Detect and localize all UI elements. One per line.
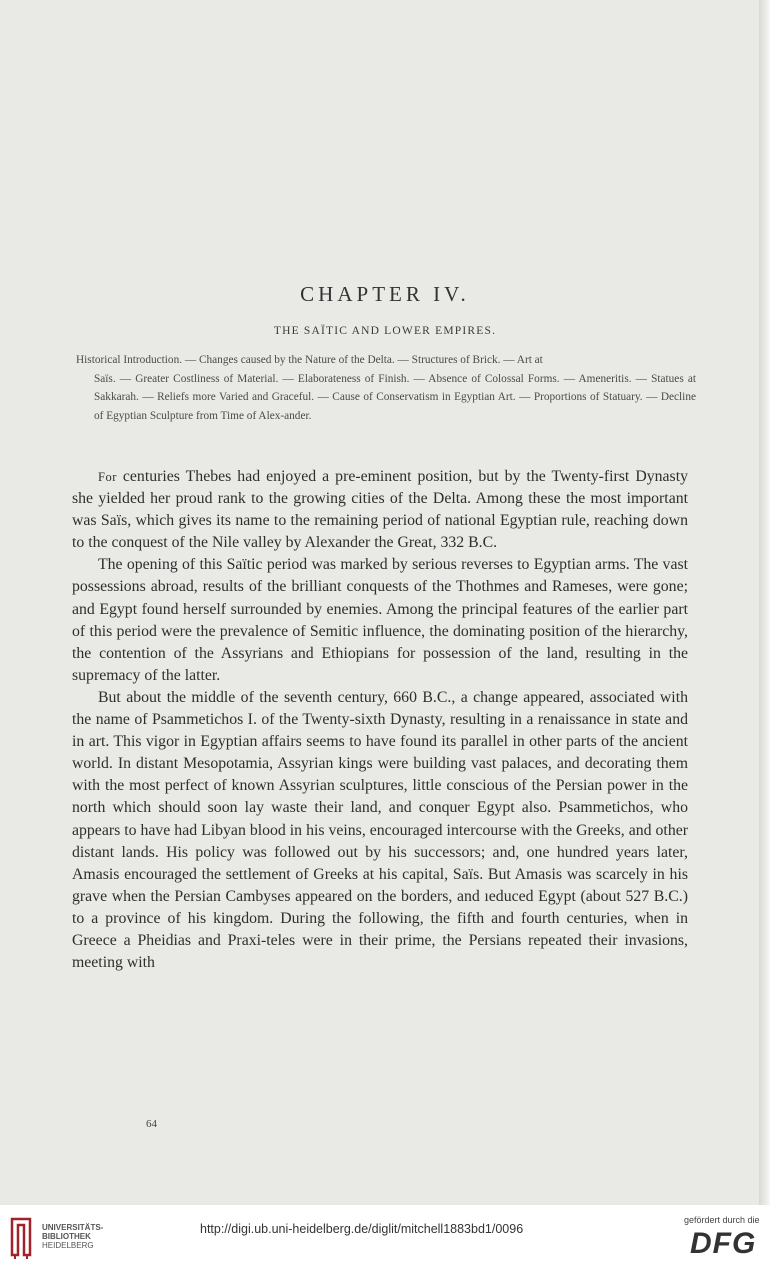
paragraph-1 xyxy=(72,466,688,554)
paragraph-1-text: centuries Thebes had enjoyed a pre-eminent position, but by the Twenty-first Dynasty she yielded her proud rank to the growing cities of the Delta. Among these the most important was Saïs, which gives its name to the remaining period of national Egyptian rule, reaching down to the conquest of the Nile valley by Alexander the Great, 332 B.C. xyxy=(72,468,688,552)
chapter-heading: CHAPTER IV. xyxy=(300,282,470,306)
paragraph-1-lead: For xyxy=(98,470,117,484)
library-name xyxy=(42,1223,103,1250)
library-line-1: UNIVERSITÄTS- xyxy=(42,1223,104,1232)
chapter-subtitle: THE SAÏTIC AND LOWER EMPIRES. xyxy=(273,325,497,337)
library-line-3: HEIDELBERG xyxy=(42,1241,94,1250)
page-number: 64 xyxy=(146,1118,157,1130)
page-edge xyxy=(759,0,770,1205)
paragraph-3: But about the middle of the seventh century, 660 B.C., a change appeared, associated with the name of Psammetichos I. of the Twenty-sixth Dynasty, resulting in a renaissance in state and in art. This vigor in Egyptian affairs seems to have found its parallel in other parts of the ancient world. In distant Mesopotamia, Assyrian kings were building vast palaces, and decorating them with the most perfect of known Assyrian sculptures, little conscious of the Persian power in the north which should soon lay waste their land, and conquer Egypt also. Psammetichos, who appears to have had Libyan blood in his veins, encouraged intercourse with the Greeks, and other distant lands. His policy was followed out by his successors; and, one hundred years later, Amasis encouraged the settlement of Greeks at his capital, Saïs. But Amasis was scarcely in his grave when the Persian Cambyses appeared on the borders, and ıeduced Egypt (about 527 B.C.) to a province of his kingdom. During the following, the fifth and fourth centuries, when in Greece a Pheidias and Praxi-teles were in their prime, the Persians repeated their invasions, meeting with xyxy=(72,688,688,972)
paragraph-2: The opening of this Saïtic period was marked by serious reverses to Egyptian arms. The vast possessions abroad, results of the brilliant conquests of the Thothmes and Rameses, were gone; and Egypt found herself surrounded by enemies. Among the principal features of the earlier part of this period were the prevalence of Semitic influence, the dominating position of the hierarchy, the contention of the Assyrians and Ethiopians for possession of the land, resulting in the supremacy of the latter. xyxy=(72,556,688,684)
university-library-logo-icon xyxy=(8,1215,34,1259)
library-line-2: BIBLIOTHEK xyxy=(42,1232,91,1241)
footer-bar xyxy=(0,1205,781,1265)
sponsor-label: gefördert durch die xyxy=(684,1215,760,1225)
permalink-url[interactable]: http://digi.ub.uni-heidelberg.de/diglit/mitchell1883bd1/0096 xyxy=(200,1222,524,1236)
dfg-logo: DFG xyxy=(690,1227,757,1260)
summary-first-line: Historical Introduction. — Changes caused by the Nature of the Delta. — Structures of Brick. — Art at xyxy=(76,354,543,366)
summary-continuation: Saïs. — Greater Costliness of Material. — Elaborateness of Finish. — Absence of Colossal Forms. — Ameneritis. — Statues at Sakkarah. — Reliefs more Varied and Graceful. — Cause of Conservatism in Egyptian Art. — Proportions of Statuary. — Decline of Egyptian Sculpture from Time of Alex-ander. xyxy=(94,372,696,423)
body-text xyxy=(72,466,688,974)
chapter-summary xyxy=(76,351,696,426)
